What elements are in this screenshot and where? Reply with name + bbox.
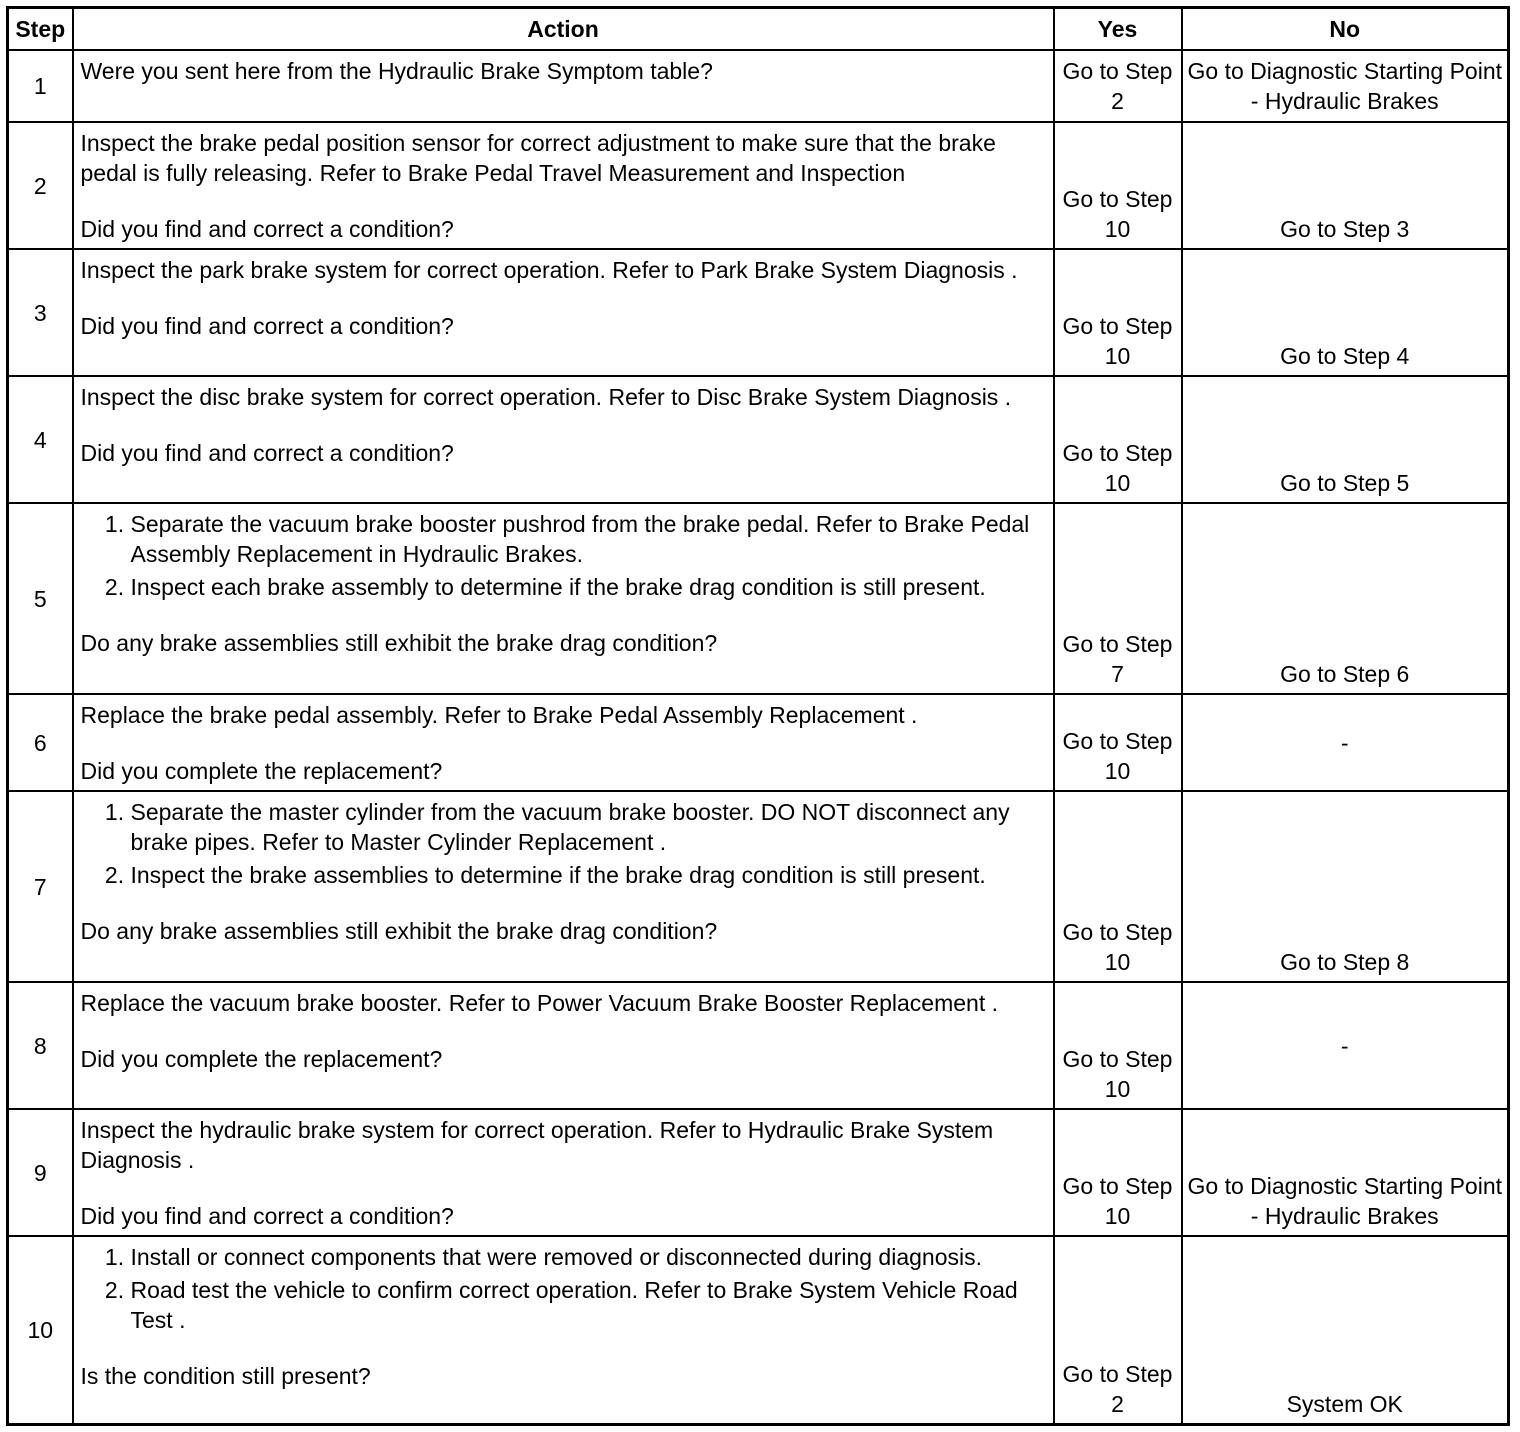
step-number: 6	[8, 694, 73, 791]
table-row	[8, 376, 1509, 503]
table-row	[8, 50, 1509, 122]
diagnostic-table	[6, 6, 1510, 1426]
step-number: 2	[8, 122, 73, 249]
action-question: Do any brake assemblies still exhibit the brake drag condition?	[80, 630, 718, 656]
table-row	[8, 1236, 1509, 1424]
yes-cell: Go to Step 10	[1054, 1109, 1182, 1236]
action-cell	[73, 50, 1054, 122]
action-cell	[73, 982, 1054, 1109]
list-item: 2. Road test the vehicle to confirm correct operation. Refer to Brake System Vehicle Road Test .	[131, 1275, 1045, 1335]
action-question: Do any brake assemblies still exhibit the brake drag condition?	[80, 918, 718, 944]
table-row	[8, 503, 1509, 694]
list-item: 2. Inspect the brake assemblies to determine if the brake drag condition is still present.	[131, 860, 1045, 890]
step-number: 3	[8, 249, 73, 376]
action-text: Inspect the hydraulic brake system for correct operation. Refer to Hydraulic Brake System Diagnosis .	[80, 1117, 994, 1173]
step-number: 8	[8, 982, 73, 1109]
action-steps-list	[81, 797, 1045, 890]
yes-cell: Go to Step 10	[1054, 122, 1182, 249]
table-row	[8, 1109, 1509, 1236]
action-question: Is the condition still present?	[80, 1363, 371, 1389]
list-item: 1. Separate the master cylinder from the vacuum brake booster. DO NOT disconnect any brake pipes. Refer to Master Cylinder Replacement .	[131, 797, 1045, 857]
no-cell: Go to Step 3	[1182, 122, 1509, 249]
action-cell	[73, 503, 1054, 694]
no-cell: -	[1182, 982, 1509, 1109]
action-question: Did you find and correct a condition?	[80, 1203, 454, 1229]
no-cell: Go to Step 6	[1182, 503, 1509, 694]
action-question: Did you find and correct a condition?	[80, 440, 454, 466]
header-action: Action	[73, 8, 1054, 51]
table-row	[8, 249, 1509, 376]
yes-cell: Go to Step 2	[1054, 50, 1182, 122]
yes-cell: Go to Step 10	[1054, 982, 1182, 1109]
yes-cell: Go to Step 7	[1054, 503, 1182, 694]
action-cell	[73, 122, 1054, 249]
table-row	[8, 694, 1509, 791]
header-no: No	[1182, 8, 1509, 51]
action-cell	[73, 376, 1054, 503]
action-text: Replace the vacuum brake booster. Refer to Power Vacuum Brake Booster Replacement .	[80, 990, 998, 1016]
action-question: Did you find and correct a condition?	[80, 216, 454, 242]
action-cell	[73, 1236, 1054, 1424]
list-item: 1. Separate the vacuum brake booster pushrod from the brake pedal. Refer to Brake Pedal Assembly Replacement in Hydraulic Brakes.	[131, 509, 1045, 569]
header-yes: Yes	[1054, 8, 1182, 51]
no-cell: System OK	[1182, 1236, 1509, 1424]
yes-cell: Go to Step 10	[1054, 791, 1182, 982]
no-cell: -	[1182, 694, 1509, 791]
step-number: 7	[8, 791, 73, 982]
header-row	[8, 8, 1509, 51]
action-text: Inspect the disc brake system for correct operation. Refer to Disc Brake System Diagnosis .	[80, 384, 1012, 410]
no-cell: Go to Step 5	[1182, 376, 1509, 503]
action-text: Replace the brake pedal assembly. Refer to Brake Pedal Assembly Replacement .	[80, 702, 918, 728]
action-question: Did you complete the replacement?	[80, 758, 443, 784]
action-cell	[73, 694, 1054, 791]
step-number: 1	[8, 50, 73, 122]
step-number: 5	[8, 503, 73, 694]
yes-cell: Go to Step 2	[1054, 1236, 1182, 1424]
action-question: Did you complete the replacement?	[80, 1046, 443, 1072]
action-steps-list	[81, 509, 1045, 602]
action-text: Inspect the brake pedal position sensor for correct adjustment to make sure that the brake pedal is fully releasing. Refer to Brake Pedal Travel Measurement and Inspection	[80, 130, 996, 186]
list-item: 2. Inspect each brake assembly to determine if the brake drag condition is still present.	[131, 572, 1045, 602]
no-cell: Go to Step 4	[1182, 249, 1509, 376]
table-row	[8, 982, 1509, 1109]
action-text: Inspect the park brake system for correct operation. Refer to Park Brake System Diagnosis .	[80, 257, 1018, 283]
action-steps-list	[81, 1242, 1045, 1335]
header-step: Step	[8, 8, 73, 51]
no-cell: Go to Step 8	[1182, 791, 1509, 982]
action-cell	[73, 791, 1054, 982]
step-number: 10	[8, 1236, 73, 1424]
action-question: Did you find and correct a condition?	[80, 313, 454, 339]
yes-cell: Go to Step 10	[1054, 376, 1182, 503]
yes-cell: Go to Step 10	[1054, 249, 1182, 376]
list-item: 1. Install or connect components that were removed or disconnected during diagnosis.	[131, 1242, 1045, 1272]
step-number: 4	[8, 376, 73, 503]
step-number: 9	[8, 1109, 73, 1236]
table-row	[8, 791, 1509, 982]
action-cell	[73, 249, 1054, 376]
action-cell	[73, 1109, 1054, 1236]
no-cell: Go to Diagnostic Starting Point - Hydraulic Brakes	[1182, 50, 1509, 122]
no-cell: Go to Diagnostic Starting Point - Hydraulic Brakes	[1182, 1109, 1509, 1236]
action-text: Were you sent here from the Hydraulic Brake Symptom table?	[80, 58, 713, 84]
table-row	[8, 122, 1509, 249]
yes-cell: Go to Step 10	[1054, 694, 1182, 791]
